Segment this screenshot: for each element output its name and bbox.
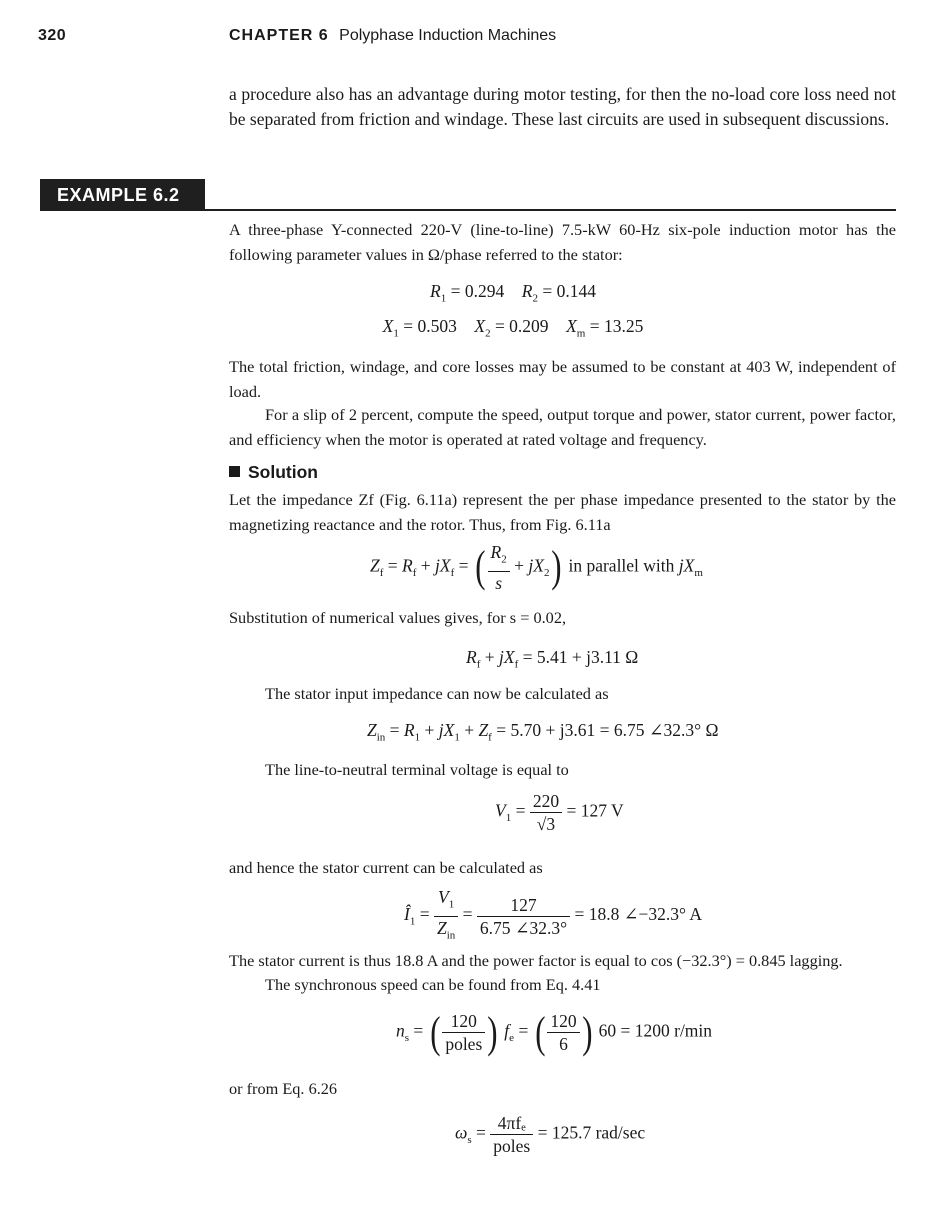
solution-paragraph-7: The synchronous speed can be found from Eq. 4.41 <box>265 975 601 994</box>
chapter-title: Polyphase Induction Machines <box>339 27 557 44</box>
solution-heading: Solution <box>229 462 318 483</box>
problem-paragraph-3: For a slip of 2 percent, compute the speed, output torque and power, stator current, power factor, and efficiency when the motor is operated at rated voltage and frequency. <box>229 405 896 449</box>
page-number: 320 <box>38 27 67 44</box>
example-rule <box>205 209 896 211</box>
intro-paragraph: a procedure also has an advantage during motor testing, for then the no-load core loss need not be separated from friction and windage. These last circuits are used in subsequent discussions. <box>229 84 896 129</box>
solution-paragraph-5: and hence the stator current can be calculated as <box>229 858 543 877</box>
solution-paragraph-3: The stator input impedance can now be calculated as <box>265 684 609 703</box>
params-row-1: $R_1 = 0.294$ $R_2 = 0.144$ <box>430 281 596 305</box>
equation-v1: $V_1$ = $\frac{220}{√3}$ = 127 V <box>495 791 624 834</box>
solution-paragraph-6: The stator current is thus 18.8 A and the power factor is equal to cos (−32.3°) = 0.845 lagging. <box>229 951 843 970</box>
equation-ns: $n_s$ = ( $\frac{120}{\text{poles}}$ ) $f_e$ = ( $\frac{120}{6}$ ) 60 = 1200 r/min <box>396 1007 713 1057</box>
example-label: EXAMPLE 6.2 <box>40 179 205 211</box>
params-row-2: $X_1 = 0.503$ $X_2 = 0.209$ $X_m = 13.25$ <box>382 316 644 340</box>
chapter-label: CHAPTER 6 <box>229 27 329 44</box>
problem-paragraph-2: The total friction, windage, and core losses may be assumed to be constant at 403 W, independent of load. <box>229 357 896 401</box>
problem-paragraph-1: A three-phase Y-connected 220-V (line-to-line) 7.5-kW 60-Hz six-pole induction motor has the following parameter values in Ω/phase referred to the stator: <box>229 220 896 264</box>
solution-paragraph-1: Let the impedance Zf (Fig. 6.11a) represent the per phase impedance presented to the stator by the magnetizing reactance and the rotor. Thus, from Fig. 6.11a <box>229 490 896 534</box>
equation-zin: $Z_{in} = R_1 + jX_1 + Z_f = 5.70 + j3.61 = 6.75$ ∠32.3° Ω <box>367 720 719 744</box>
equation-i1: $Î_1$ = $\frac{V_1}{Z_{in}}$ = $\frac{127}{6.75 \angle 32.3^\circ}$ = 18.8 ∠−32.3° A <box>404 887 702 941</box>
equation-omega-s: $\omega_s$ = $\frac{\text{4πfₑ}}{\text{poles}}$ = 125.7 rad/sec <box>455 1113 646 1156</box>
bullet-square-icon <box>229 466 240 477</box>
running-header <box>229 27 556 45</box>
solution-paragraph-4: The line-to-neutral terminal voltage is equal to <box>265 760 569 779</box>
solution-paragraph-2: Substitution of numerical values gives, for s = 0.02, <box>229 608 567 627</box>
equation-zf: $Z_f = R_f + jX_f$ = ( $\frac{R_2}{s}$ + $jX_2$) in parallel with $jX_m$ <box>370 542 703 593</box>
equation-rf-xf: $R_f + jX_f = 5.41 + j3.11$ Ω <box>466 647 639 671</box>
solution-paragraph-8: or from Eq. 6.26 <box>229 1079 338 1098</box>
